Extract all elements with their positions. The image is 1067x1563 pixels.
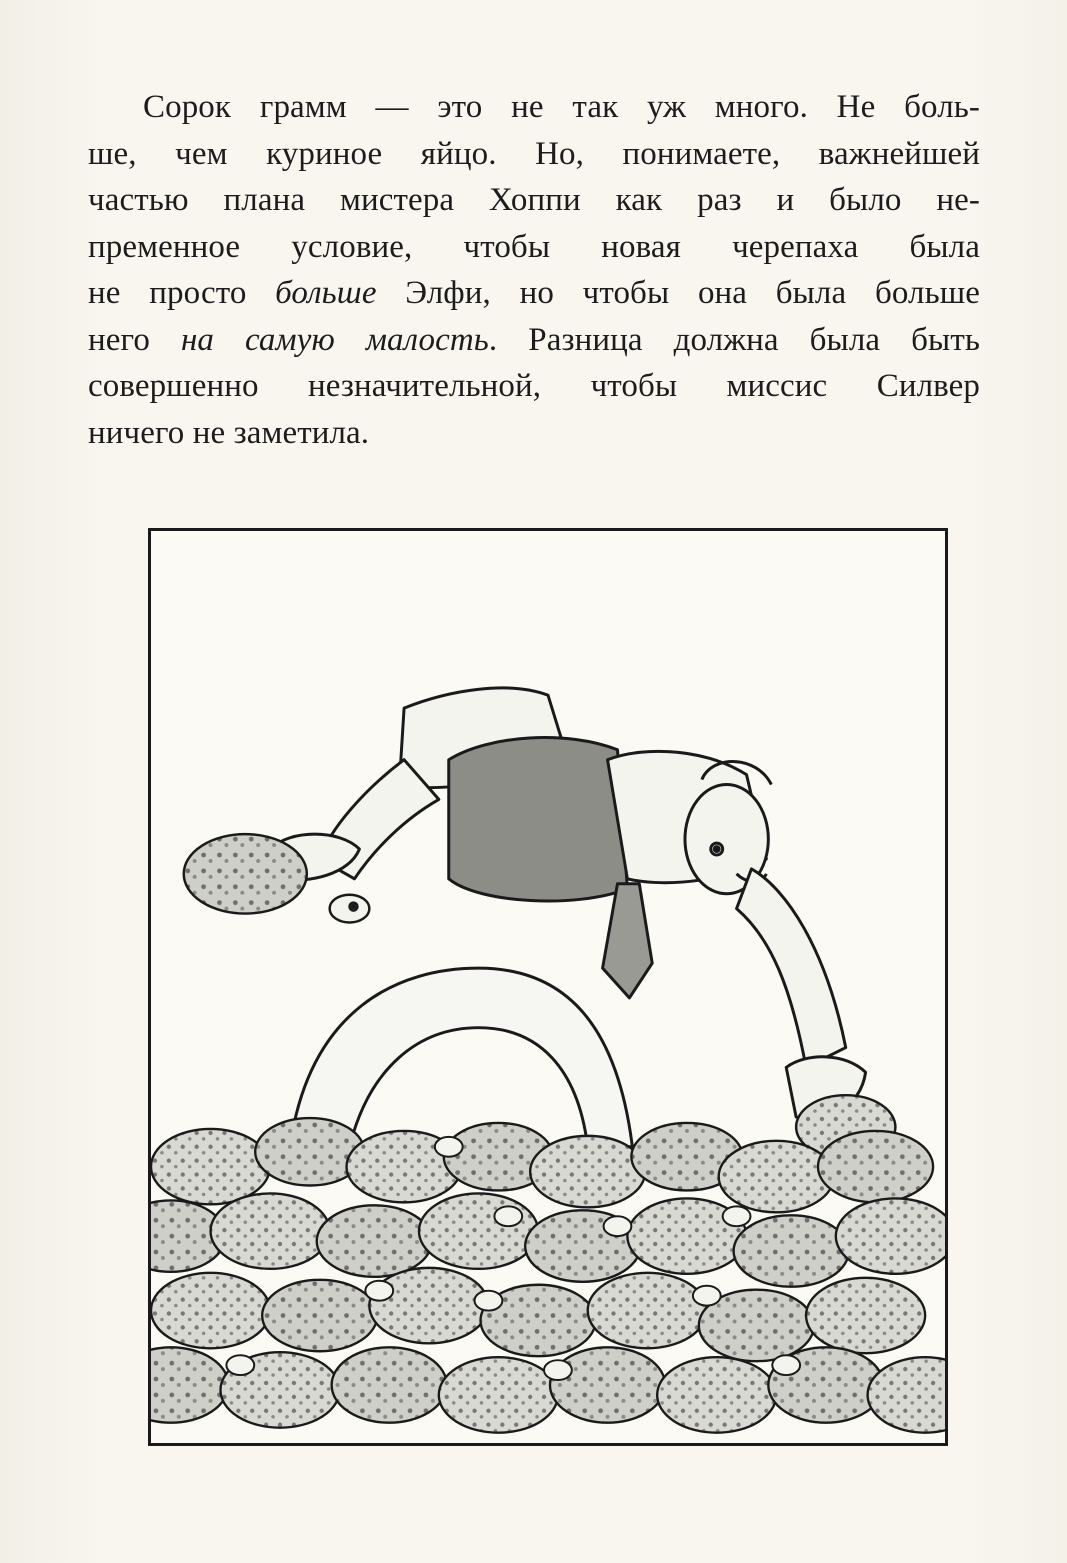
illustration-frame — [148, 528, 948, 1446]
tortoise-pile — [151, 1118, 945, 1433]
italic-emphasis: на самую малость — [180, 321, 489, 358]
text-line-7: совершенно незначительной, чтобы миссис Силвер — [88, 368, 980, 404]
italic-emphasis: больше — [275, 275, 377, 311]
text-line-5: не просто больше Элфи, но чтобы она была больше — [88, 275, 980, 311]
text-line-1: Сорок грамм — это не так уж много. Не боль- — [143, 89, 980, 125]
text-line-6: него на самую малость. Разница должна была быть — [88, 321, 980, 358]
body-paragraph — [88, 84, 980, 456]
man-with-tortoises-drawing — [151, 531, 945, 1443]
text-line-8: ничего не заметила. — [88, 414, 370, 451]
text-line-3: частью плана мистера Хоппи как раз и было не- — [88, 182, 980, 218]
text-line-2: ше, чем куриное яйцо. Но, понимаете, важнейшей — [88, 135, 980, 172]
text-line-4: пременное условие, чтобы новая черепаха была — [88, 228, 980, 265]
